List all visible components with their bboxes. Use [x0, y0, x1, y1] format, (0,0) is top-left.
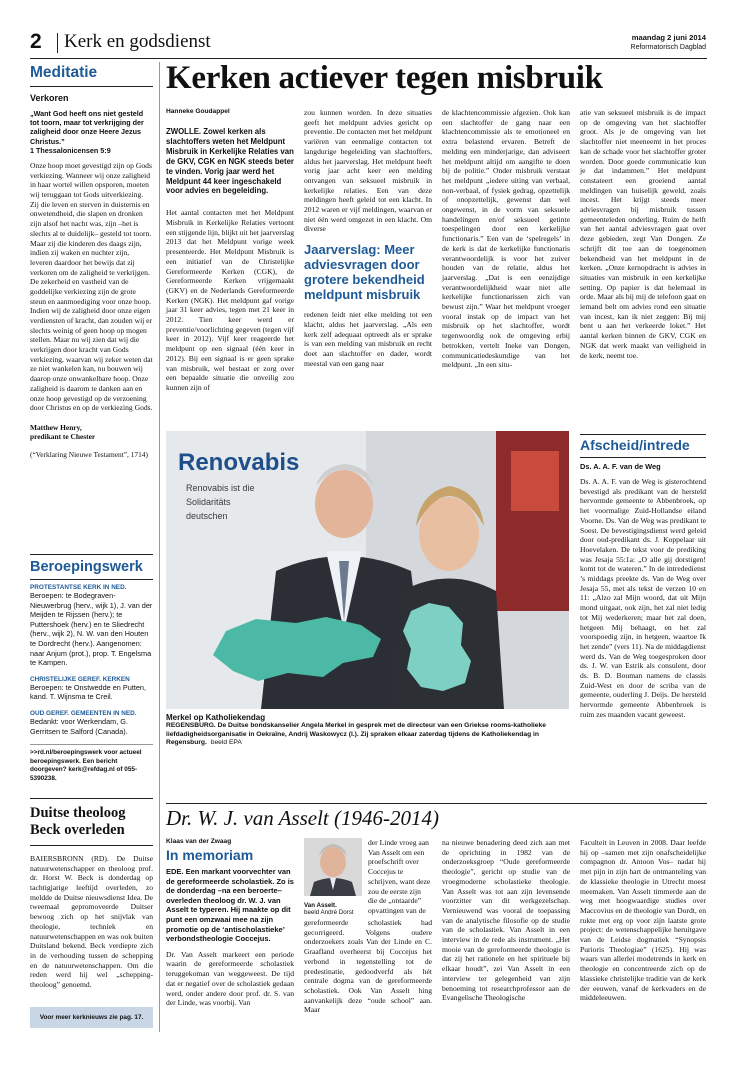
beroeping-footer-link[interactable]: >>rd.nl/beroepingswerk voor actueel beroepingswerk. Een bericht doorgeven? kerk@refdag.nl of 055-5390238.	[30, 749, 142, 782]
divider	[30, 579, 153, 580]
memoriam-rule	[166, 803, 707, 804]
meditatie-quote-ref: 1 Thessalonicensen 5:9	[30, 145, 111, 155]
left-column-divider	[159, 62, 160, 1032]
afscheid-subtitle: Ds. A. A. F. van de Weg	[580, 462, 661, 471]
afscheid-box	[580, 434, 706, 720]
photo-caption-body	[166, 722, 569, 748]
header-paper: Reformatorisch Dagblad	[630, 44, 706, 51]
meditatie-body: Onze hoop moet gevestigd zijn op Gods verkiezing. Wanneer wij onze zaligheid in haar wortel willen opsporen, moeten wij teruggaan tot Gods uitverkiezing. Zij die leven en sterven in duisternis en onwetendheid, die slapen en dronken zijn alsof het nacht was, zijn –het is slechts al te duidelijk– gesteld tot toorn. Maar zij die kinderen des daags zijn, indien zij waken en nuchter zijn, leveren daardoor het bewijs dat zij verkoren om de zaligheid te verkrijgen. De zekerheid en vastheid van de goddelijke verkiezing zijn de grote steun en aanmoediging voor onze hoop. Indien wij de zaligheid door onze eigen verdiensten of kracht, dan zouden wij er slechts weinig of geen hoop op mogen stellen. Maar nu wij zien dat wij die verkrijgen door kracht van Gods verkiezing, waarvan wij zeker weten dat ze niet wankelen kan, nu bouwen wij daarop onze onwankelbare hoop. Onze zaligheid is daarom te danken aan en onze hoop gevestigd op de verzoening door Christus en op de verkiezing Gods.	[30, 161, 153, 413]
beroeping-group	[30, 676, 153, 702]
photo-credit: beeld EPA	[210, 739, 242, 747]
article-col-4	[580, 108, 706, 360]
page-number: 2	[30, 30, 42, 53]
main-subhead: Jaarverslag: Meer adviesvragen door grotere bekendheid meldpunt misbruik	[304, 242, 425, 303]
meditatie-box	[30, 64, 153, 460]
main-col2a-text: zou kunnen worden. In deze situaties geeft het meldpunt advies gericht op preventie. De contacten met het meldpunt variëren van eenmalige contacten tot langdurige begeleiding van slachtoffers, aldus het jaarverslag. Het meldpunt heeft vorig jaar acht keer een melding ontvangen van seksueel misbruik in kerkelijke relaties. Een van deze meldingen heeft geleid tot een klacht. In 2012 waren er vijf meldingen, waarvan er niet één werd omgezet in een klacht. Om diverse	[304, 108, 432, 234]
main-col4-text: atie van seksueel misbruik is de impact op de omgeving van het slachtoffer groot. Als je de omgeving van het slachtoffer niet meeneemt in het proces kan de schade voor het slachtoffer groter worden. Door goede communicatie kun je dat indammen.” Het meldpunt constateert een groeiend aantal meldingen van huiselijk geweld, zoals incest. Het krijgt steeds meer adviesvragen bij misbruik tussen gemeenteleden onderling. Ruim de helft van het aantal adviesvragen gaat over deze gebieden, zegt Van Dongen. Ze schrijft dit toe aan de toegenomen bekendheid van het meldpunt in de kerken. „Onze kernopdracht is advies in situaties van misbruik in een kerkelijke setting. Op papier is dat helemaal in orde. Maar als bij mij de telefoon gaat en iemand belt om advies rond een situatie van incest, kan ik niet zeggen: Bij mij bent u aan het verkeerde loket.” Het aantal kerken binnen de GKV, CGK en NGK dat werk maakt van veiligheid in de kerk, neemt toe.	[580, 108, 706, 360]
more-news-box[interactable]	[30, 1007, 153, 1028]
beroeping-church: PROTESTANTSE KERK IN NED.	[30, 584, 127, 591]
beroeping-church: OUD GEREF. GEMEENTEN IN NED.	[30, 709, 137, 717]
photo-caption-title: Merkel op Katholiekendag	[166, 713, 266, 722]
obituary-box	[30, 798, 153, 990]
merkel-photo	[166, 431, 569, 709]
beroepingswerk-heading: Beroepingswerk	[30, 559, 143, 575]
article-col-2	[304, 108, 432, 368]
afscheid-heading: Afscheid/intrede	[580, 437, 690, 453]
memoriam-col3-text: na nieuwe benadering deed zich aan met de oprichting in 1982 van de onderzoeksgroep “Oude gereformeerde theologie”, gericht op studie van de vroegmoderne scholastieke theologie. Van Asselt was tot aan zijn levensende voorzitter van dit werkgezelschap. Vernieuwend was vooral de toepassing van de analytische filosofie op de studie van de scholastiek. Van Asselt in een interview in de rede als instrument. „Het mooie van de gereformeerde theologie is dat zij het rationele en het spirituele bij elkaar houdt”, zei Van Asselt in een interview ter gelegenheid van zijn benoeming tot researchprofessor aan de Evangelische Theologische	[442, 838, 570, 1003]
meditatie-heading: Meditatie	[30, 64, 98, 81]
meditatie-author: Matthew Henry,	[30, 422, 82, 432]
photo-banner-title: Renovabis	[178, 449, 300, 476]
memoriam-kicker: In memoriam	[166, 847, 254, 863]
meditatie-author-role: predikant te Chester	[30, 432, 96, 442]
main-byline: Hanneke Goudappel	[166, 108, 230, 115]
divider	[30, 86, 153, 87]
meditatie-source: (“Verklaring Nieuwe Testament”, 1714)	[30, 450, 148, 460]
memoriam-lead: EDE. Een markant voorvechter van de gereformeerde scholastiek. Zo is de donderdag –na een beroerte– overleden theoloog dr. W. J. van Asselt te typeren. Hij maakte op dit punt een omzwaai mee na zijn promotie op de ‘antischolastieke’ verbondstheologie Coccejus.	[166, 867, 294, 944]
obituary-title: Duitse theoloog Beck overleden	[30, 805, 126, 838]
photo-banner-sub: Renovabis ist die	[186, 483, 255, 493]
vanasselt-portrait	[304, 838, 362, 896]
main-col2b-text: redenen leidt niet elke melding tot een klacht, aldus het jaarverslag. „Als een kerk zelf adequaat optreedt als er sprake is van een melding van misbruik en recht doet aan slachtoffer en dader, wordt meestal van een gang naar	[304, 310, 432, 368]
main-col1-text: Het aantal contacten met het Meldpunt Misbruik in Kerkelijke Relaties vertoont een stijgende lijn, blijkt uit het jaarverslag 2013 dat het Meldpunt vorige week presenteerde. Het Meldpunt Misbruik is een initiatief van de Christelijke Gereformeerde Kerken (CGK), de Gereformeerde Kerken vrijgemaakt (GKV) en de Nederlands Gereformeerde Kerken (NGK). Het meldpunt gaf vorige jaar 31 keer advies, tegen met 21 keer in 2012. Tien keer werd er preventie/voorlichting gegeven (tegen vijf keer in 2012). Vijf keer reageerde het meldpunt op een signaal (één keer in 2012). Bij een signaal is er geen sprake van misbruik, wel bestaat er zorg over een bepaalde situatie die onveilig zou kunnen zijn of	[166, 208, 295, 392]
beroeping-text: Bedankt: voor Werkendam, G. Gerritsen te Salford (Canada).	[30, 716, 129, 736]
beroeping-text: Beroepen: te Onstwedde en Putten, kand. T. Wijnsma te Creil.	[30, 682, 147, 702]
memoriam-col-1	[166, 838, 294, 1008]
beroeping-text: Beroepen: te Bodegraven-Nieuwerbrug (herv., wijk 1), J. van der Meijden te Rijssen (herv.); te Puttershoek (herv.) en te Sliedrecht (herv., wijk 2), N. W. van den Houten te Dordrecht (herv.). Aangenomen: naar Anjum (prot.), prop. T. Engelsma te Kampen.	[30, 591, 153, 668]
divider	[30, 744, 153, 745]
article-col-3	[442, 108, 570, 370]
beroeping-church: CHRISTELIJKE GEREF. KERKEN	[30, 675, 130, 683]
afscheid-body: Ds. A. A. F. van de Weg is gisterochtend bevestigd als predikant van de hersteld hervormde gemeente te Abbenbroek, op het voormalige Zuid-Hollandse eiland Voorne. Ds. Van de Weg was predikant te Soest. De bevestigingsdienst werd geleid door oud-predikant ds. J. Koppelaar uit Hoevelaken. De tekst voor de prediking was Jesaja 55:1a: „O alle gij dorstigen! komt tot de wateren.” In de intrededienst ’s middags preekte ds. Van de Weg over Jesaja 55, met als tekst de verzen 10 en 11: „Alzo zal Mijn woord, dat uit Mijn mond uitgaat, ook zijn, het zal niet ledig tot Mij wederkeren; maar het zal doen, hetgeen Mij behaagt, en het zal voorspoedig zijn, in hetgeen, waartoe Ik het zende” (vers 11). Na de middagdienst werd ds. Van de Weg toegesproken door ds. J. W. van Estrik als consulent, door ds. B. D. Bouman namens de classis Zuid-West en door de scriba van de gemeente, ouderling J. Deijs. De hersteld hervormde gemeente Abbenbroek is ruim zes maanden vacant geweest.	[580, 477, 706, 719]
header-separator	[57, 33, 58, 53]
memoriam-col4-text: Faculteit in Leuven in 2008. Daar leefde hij op –samen met zijn onafscheidelijke compagnon dr. Antoon Vos– nadat hij met pijn in zijn hart de ontmanteling van de klassieke theologie in Utrecht moest meemaken. Van Asselt timmerde aan de weg met hoogwaardige studies over Maccovius en de theologie van Dordt, en rukte met erg op voor zijn laatste grote project: de wetenschappelijke heruitgave van de Leidse dogmatiek “Synopsis Purioris Theologiae” (1625). Hij was waars van allerlei modetrends in kerk en theologie en concentreerde zich op de klassieke christelijke traditie van de kerk der eeuwen, vanaf de kerkvaders en de middeleeuwen.	[580, 838, 706, 1003]
beroepingswerk-box	[30, 554, 153, 784]
memoriam-col2a-text: der Linde vroeg aan Van Asselt om een proefschrift over Coccejus te schrijven, want deze zou de eerste zijn die de „ontaarde” opvattingen van de	[368, 838, 431, 915]
divider	[580, 434, 706, 435]
main-headline: Kerken actiever tegen misbruik	[166, 60, 603, 96]
memoriam-photo-box	[304, 838, 362, 916]
obituary-body: BAIERSBRONN (RD). De Duitse natuurwetenschapper en theoloog prof. dr. Horst W. Beck is donderdag op tachtigjarige leeftijd overleden, zo meldde de Duitse nieuwsdienst Idea. De tweemaal gepromoveerde Duitser bewoog zich op het snijvlak van theologie, techniek en natuurwetenschappen en was ook buiten Duitsland bekend. Beck verdiepte zich in de verhouding tussen de schepping en de natuurwetenschappen. Om die reden werd hij wel „schepping-theoloog” genoemd.	[30, 854, 153, 989]
memoriam-col1-text: Dr. Van Asselt markeert een periode waarin de gereformeerde scholastiek teruggekoman van weggeweest. De tijd dat er negatief over de scholastiek gedaan werd, onder andere door prof. dr. S. van der Linde, was voorbij. Van	[166, 949, 294, 1008]
main-lead: ZWOLLE. Zowel kerken als slachtoffers weten het Meldpunt Misbruik in Kerkelijke Relaties van de GKV, CGK en NGK steeds beter te vinden. Vorig jaar werd het Meldpunt 44 keer ingeschakeld voor advies en begeleiding.	[166, 127, 294, 196]
photo-banner-sub2: Solidaritäts	[186, 497, 231, 507]
memoriam-photo-credit: beeld André Dorst	[304, 909, 354, 916]
memoriam-headline: Dr. W. J. van Asselt (1946-2014)	[166, 806, 439, 830]
memoriam-byline: Klaas van der Zwaag	[166, 838, 232, 845]
divider	[580, 457, 706, 458]
memoriam-photo-row	[304, 838, 432, 916]
article-col-1	[166, 108, 294, 393]
divider	[30, 554, 153, 555]
memoriam-col-3	[442, 838, 570, 1003]
more-news-text: Voor meer kerknieuws zie pag. 17.	[39, 1014, 144, 1021]
meditatie-title: Verkoren	[30, 93, 69, 103]
header-rule	[30, 58, 707, 59]
beroeping-group	[30, 584, 153, 668]
photo-caption	[166, 713, 569, 748]
header-date: maandag 2 juni 2014	[631, 33, 706, 42]
section-title: Kerk en godsdienst	[64, 31, 211, 52]
beroeping-group	[30, 710, 153, 736]
memoriam-col-2	[304, 838, 432, 1015]
meditatie-quote: „Want God heeft ons niet gesteld tot toorn, maar tot verkrijging der zaligheid door onze Heere Jezus Christus.”	[30, 109, 144, 146]
photo-banner-sub3: deutschen	[186, 511, 228, 521]
main-col3-text: de klachtencommissie afgezien. Ook kan een slachtoffer de gang naar een klachtencommissie als te emotioneel en extra belastend ervaren. Betreft de melding een minderjarige, dan adviseert het meldpunt altijd om aangifte te doen bij de politie.” Onder misbruik verstaat het meldpunt „iedere uiting van verbaal, non-verbaal, of fysiek gedrag, opzettelijk of onopzettelijk, gewenst dan wel ongewenst, in de vorm van seksuele handelingen en/of seksueel getinte toespelingen door een kerkelijke functionaris.” Een van de ‘spelregels’ in de kerk is dat de kerkelijke functionaris verantwoordelijk is voor het zuiver houden van de relatie, aldus het jaarverslag. „Dat is een eenzijdige verantwoordelijkheid waar niet alle kerkelijke functionarissen zich van bewust zijn.” Waar het meldpunt vroeger vooral instak op de impact van het misbruik op het slachtoffer, wordt tegenwoordig ook de omgeving erbij betrokken, vertelt Ineke van Dongen, communicatiedeskundige van het meldpunt. „In een situ-	[442, 108, 570, 370]
memoriam-photo-name: Van Asselt.	[304, 902, 337, 909]
photo-caption-text: REGENSBURG. De Duitse bondskanselier Angela Merkel in gesprek met de directeur van een Griekse rooms-katholieke liefdadigheidsorganisatie in Oekraïne, Andrij Waskowycz (l.). Zij spraken elkaar zaterdag tijdens de Katholiekendag in Regensburg.	[166, 722, 546, 747]
memoriam-col-4	[580, 838, 706, 1003]
divider	[30, 845, 153, 846]
memoriam-col2b-text: gereformeerde scholastiek had gecorrigeerd. Volgens oudere onderzoekers zoals Van der Linde en C. Graafland overheerst bij Coccejus het verbond in tegenstelling tot de predestinatie, gedoodverfd als hét centrale dogma van de gereformeerde scholastiek. Ook Van Asselt hing aanvankelijk deze “oude school” aan. Maar	[304, 918, 432, 1015]
divider	[30, 798, 153, 799]
